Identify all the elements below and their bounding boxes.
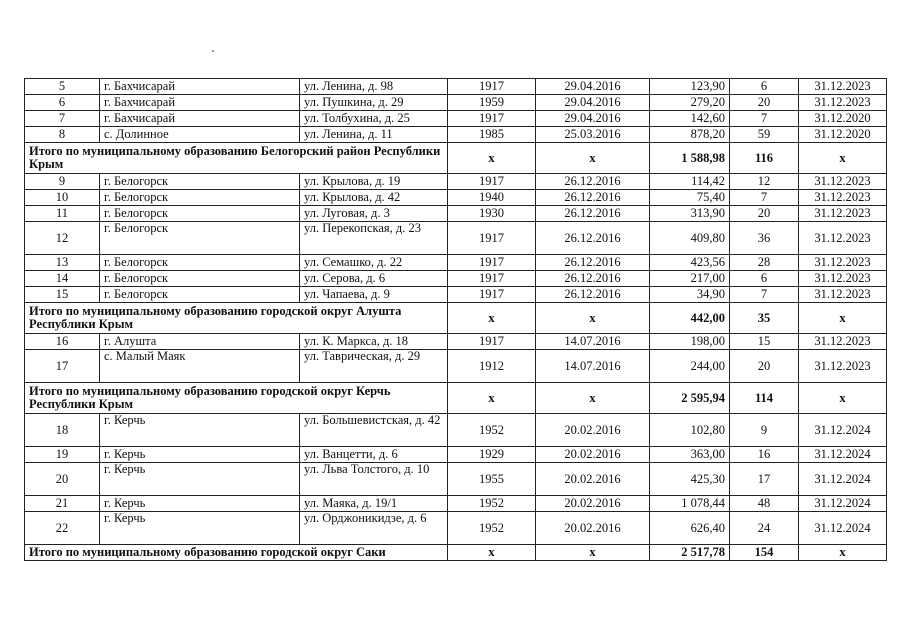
address-cell: ул. Маяка, д. 19/1 (300, 496, 448, 512)
date-cell: 20.02.2016 (536, 496, 650, 512)
area-cell: 423,56 (650, 255, 730, 271)
year-cell: 1917 (448, 271, 536, 287)
row-number-cell: 20 (25, 463, 100, 496)
total-deadline-cell: х (799, 143, 887, 174)
locality-cell: г. Белогорск (100, 222, 300, 255)
locality-cell: г. Керчь (100, 496, 300, 512)
date-cell: 26.12.2016 (536, 174, 650, 190)
area-cell: 198,00 (650, 334, 730, 350)
table-row (25, 287, 887, 303)
area-cell: 313,90 (650, 206, 730, 222)
deadline-cell: 31.12.2024 (799, 447, 887, 463)
table-row (25, 463, 887, 496)
address-cell: ул. Крылова, д. 42 (300, 190, 448, 206)
date-cell: 26.12.2016 (536, 255, 650, 271)
address-cell: ул. Большевистская, д. 42 (300, 414, 448, 447)
deadline-cell: 31.12.2024 (799, 512, 887, 545)
table-row (25, 111, 887, 127)
locality-cell: г. Белогорск (100, 271, 300, 287)
deadline-cell: 31.12.2023 (799, 287, 887, 303)
area-cell: 114,42 (650, 174, 730, 190)
total-date-cell: х (536, 143, 650, 174)
total-row (25, 545, 887, 561)
deadline-cell: 31.12.2023 (799, 206, 887, 222)
locality-cell: г. Бахчисарай (100, 111, 300, 127)
year-cell: 1917 (448, 79, 536, 95)
row-number-cell: 11 (25, 206, 100, 222)
total-label-cell: Итого по муниципальному образованию Белогорский район Республики Крым (25, 143, 448, 174)
date-cell: 20.02.2016 (536, 512, 650, 545)
table-body (25, 79, 887, 561)
year-cell: 1917 (448, 174, 536, 190)
locality-cell: г. Керчь (100, 463, 300, 496)
table-row (25, 496, 887, 512)
year-cell: 1952 (448, 414, 536, 447)
locality-cell: г. Белогорск (100, 206, 300, 222)
locality-cell: г. Керчь (100, 414, 300, 447)
address-cell: ул. Серова, д. 6 (300, 271, 448, 287)
locality-cell: с. Малый Маяк (100, 350, 300, 383)
year-cell: 1930 (448, 206, 536, 222)
table-row (25, 174, 887, 190)
year-cell: 1929 (448, 447, 536, 463)
row-number-cell: 22 (25, 512, 100, 545)
address-cell: ул. Льва Толстого, д. 10 (300, 463, 448, 496)
count-cell: 48 (730, 496, 799, 512)
date-cell: 25.03.2016 (536, 127, 650, 143)
address-cell: ул. Пушкина, д. 29 (300, 95, 448, 111)
total-area-cell: 2 595,94 (650, 383, 730, 414)
date-cell: 26.12.2016 (536, 206, 650, 222)
table-row (25, 222, 887, 255)
row-number-cell: 17 (25, 350, 100, 383)
year-cell: 1940 (448, 190, 536, 206)
total-label-cell: Итого по муниципальному образованию городской округ Саки (25, 545, 448, 561)
deadline-cell: 31.12.2024 (799, 496, 887, 512)
count-cell: 28 (730, 255, 799, 271)
area-cell: 142,60 (650, 111, 730, 127)
count-cell: 7 (730, 111, 799, 127)
address-cell: ул. Орджоникидзе, д. 6 (300, 512, 448, 545)
count-cell: 20 (730, 350, 799, 383)
area-cell: 409,80 (650, 222, 730, 255)
deadline-cell: 31.12.2020 (799, 111, 887, 127)
deadline-cell: 31.12.2020 (799, 127, 887, 143)
row-number-cell: 12 (25, 222, 100, 255)
table-row (25, 271, 887, 287)
deadline-cell: 31.12.2023 (799, 190, 887, 206)
total-area-cell: 442,00 (650, 303, 730, 334)
table-row (25, 95, 887, 111)
total-count-cell: 35 (730, 303, 799, 334)
address-cell: ул. Перекопская, д. 23 (300, 222, 448, 255)
table-row (25, 512, 887, 545)
locality-cell: г. Алушта (100, 334, 300, 350)
deadline-cell: 31.12.2024 (799, 414, 887, 447)
year-cell: 1917 (448, 111, 536, 127)
deadline-cell: 31.12.2023 (799, 79, 887, 95)
address-cell: ул. Ванцетти, д. 6 (300, 447, 448, 463)
total-deadline-cell: х (799, 383, 887, 414)
total-deadline-cell: х (799, 303, 887, 334)
count-cell: 20 (730, 206, 799, 222)
deadline-cell: 31.12.2023 (799, 271, 887, 287)
row-number-cell: 13 (25, 255, 100, 271)
count-cell: 7 (730, 190, 799, 206)
table-row (25, 79, 887, 95)
area-cell: 75,40 (650, 190, 730, 206)
year-cell: 1917 (448, 334, 536, 350)
area-cell: 425,30 (650, 463, 730, 496)
row-number-cell: 7 (25, 111, 100, 127)
count-cell: 24 (730, 512, 799, 545)
area-cell: 279,20 (650, 95, 730, 111)
count-cell: 6 (730, 79, 799, 95)
deadline-cell: 31.12.2023 (799, 350, 887, 383)
table-row (25, 190, 887, 206)
total-year-cell: х (448, 143, 536, 174)
row-number-cell: 16 (25, 334, 100, 350)
row-number-cell: 6 (25, 95, 100, 111)
address-cell: ул. К. Маркса, д. 18 (300, 334, 448, 350)
locality-cell: г. Бахчисарай (100, 79, 300, 95)
locality-cell: г. Бахчисарай (100, 95, 300, 111)
row-number-cell: 21 (25, 496, 100, 512)
date-cell: 29.04.2016 (536, 111, 650, 127)
year-cell: 1955 (448, 463, 536, 496)
address-cell: ул. Ленина, д. 11 (300, 127, 448, 143)
total-row (25, 143, 887, 174)
total-row (25, 303, 887, 334)
total-count-cell: 114 (730, 383, 799, 414)
date-cell: 20.02.2016 (536, 463, 650, 496)
row-number-cell: 9 (25, 174, 100, 190)
deadline-cell: 31.12.2023 (799, 174, 887, 190)
date-cell: 29.04.2016 (536, 79, 650, 95)
date-cell: 26.12.2016 (536, 190, 650, 206)
area-cell: 363,00 (650, 447, 730, 463)
locality-cell: г. Белогорск (100, 174, 300, 190)
count-cell: 16 (730, 447, 799, 463)
total-year-cell: х (448, 383, 536, 414)
table-row (25, 350, 887, 383)
count-cell: 59 (730, 127, 799, 143)
table-row (25, 447, 887, 463)
count-cell: 12 (730, 174, 799, 190)
area-cell: 878,20 (650, 127, 730, 143)
deadline-cell: 31.12.2024 (799, 463, 887, 496)
year-cell: 1912 (448, 350, 536, 383)
total-row (25, 383, 887, 414)
locality-cell: г. Керчь (100, 512, 300, 545)
date-cell: 29.04.2016 (536, 95, 650, 111)
row-number-cell: 18 (25, 414, 100, 447)
area-cell: 244,00 (650, 350, 730, 383)
count-cell: 7 (730, 287, 799, 303)
total-year-cell: х (448, 303, 536, 334)
total-year-cell: х (448, 545, 536, 561)
date-cell: 14.07.2016 (536, 334, 650, 350)
document-sheet (24, 78, 886, 561)
address-cell: ул. Таврическая, д. 29 (300, 350, 448, 383)
total-date-cell: х (536, 303, 650, 334)
date-cell: 26.12.2016 (536, 287, 650, 303)
count-cell: 15 (730, 334, 799, 350)
deadline-cell: 31.12.2023 (799, 222, 887, 255)
deadline-cell: 31.12.2023 (799, 255, 887, 271)
year-cell: 1959 (448, 95, 536, 111)
row-number-cell: 5 (25, 79, 100, 95)
table-row (25, 206, 887, 222)
total-date-cell: х (536, 383, 650, 414)
row-number-cell: 10 (25, 190, 100, 206)
address-cell: ул. Крылова, д. 19 (300, 174, 448, 190)
address-cell: ул. Ленина, д. 98 (300, 79, 448, 95)
housing-table (24, 78, 887, 561)
address-cell: ул. Семашко, д. 22 (300, 255, 448, 271)
year-cell: 1917 (448, 222, 536, 255)
deadline-cell: 31.12.2023 (799, 95, 887, 111)
area-cell: 1 078,44 (650, 496, 730, 512)
total-label-cell: Итого по муниципальному образованию городской округ Керчь Республики Крым (25, 383, 448, 414)
total-count-cell: 116 (730, 143, 799, 174)
area-cell: 102,80 (650, 414, 730, 447)
row-number-cell: 8 (25, 127, 100, 143)
table-row (25, 414, 887, 447)
year-cell: 1917 (448, 287, 536, 303)
date-cell: 20.02.2016 (536, 447, 650, 463)
locality-cell: с. Долинное (100, 127, 300, 143)
date-cell: 26.12.2016 (536, 222, 650, 255)
area-cell: 123,90 (650, 79, 730, 95)
count-cell: 6 (730, 271, 799, 287)
date-cell: 26.12.2016 (536, 271, 650, 287)
year-cell: 1952 (448, 496, 536, 512)
row-number-cell: 14 (25, 271, 100, 287)
table-row (25, 255, 887, 271)
table-row (25, 334, 887, 350)
total-area-cell: 1 588,98 (650, 143, 730, 174)
area-cell: 217,00 (650, 271, 730, 287)
total-deadline-cell: х (799, 545, 887, 561)
count-cell: 20 (730, 95, 799, 111)
year-cell: 1917 (448, 255, 536, 271)
locality-cell: г. Белогорск (100, 190, 300, 206)
address-cell: ул. Чапаева, д. 9 (300, 287, 448, 303)
locality-cell: г. Белогорск (100, 255, 300, 271)
count-cell: 36 (730, 222, 799, 255)
count-cell: 17 (730, 463, 799, 496)
table-row (25, 127, 887, 143)
total-date-cell: х (536, 545, 650, 561)
area-cell: 34,90 (650, 287, 730, 303)
count-cell: 9 (730, 414, 799, 447)
deadline-cell: 31.12.2023 (799, 334, 887, 350)
address-cell: ул. Толбухина, д. 25 (300, 111, 448, 127)
date-cell: 20.02.2016 (536, 414, 650, 447)
total-area-cell: 2 517,78 (650, 545, 730, 561)
row-number-cell: 15 (25, 287, 100, 303)
locality-cell: г. Керчь (100, 447, 300, 463)
date-cell: 14.07.2016 (536, 350, 650, 383)
row-number-cell: 19 (25, 447, 100, 463)
locality-cell: г. Белогорск (100, 287, 300, 303)
total-label-cell: Итого по муниципальному образованию городской округ Алушта Республики Крым (25, 303, 448, 334)
address-cell: ул. Луговая, д. 3 (300, 206, 448, 222)
total-count-cell: 154 (730, 545, 799, 561)
scan-artifact (212, 50, 214, 52)
year-cell: 1952 (448, 512, 536, 545)
area-cell: 626,40 (650, 512, 730, 545)
year-cell: 1985 (448, 127, 536, 143)
